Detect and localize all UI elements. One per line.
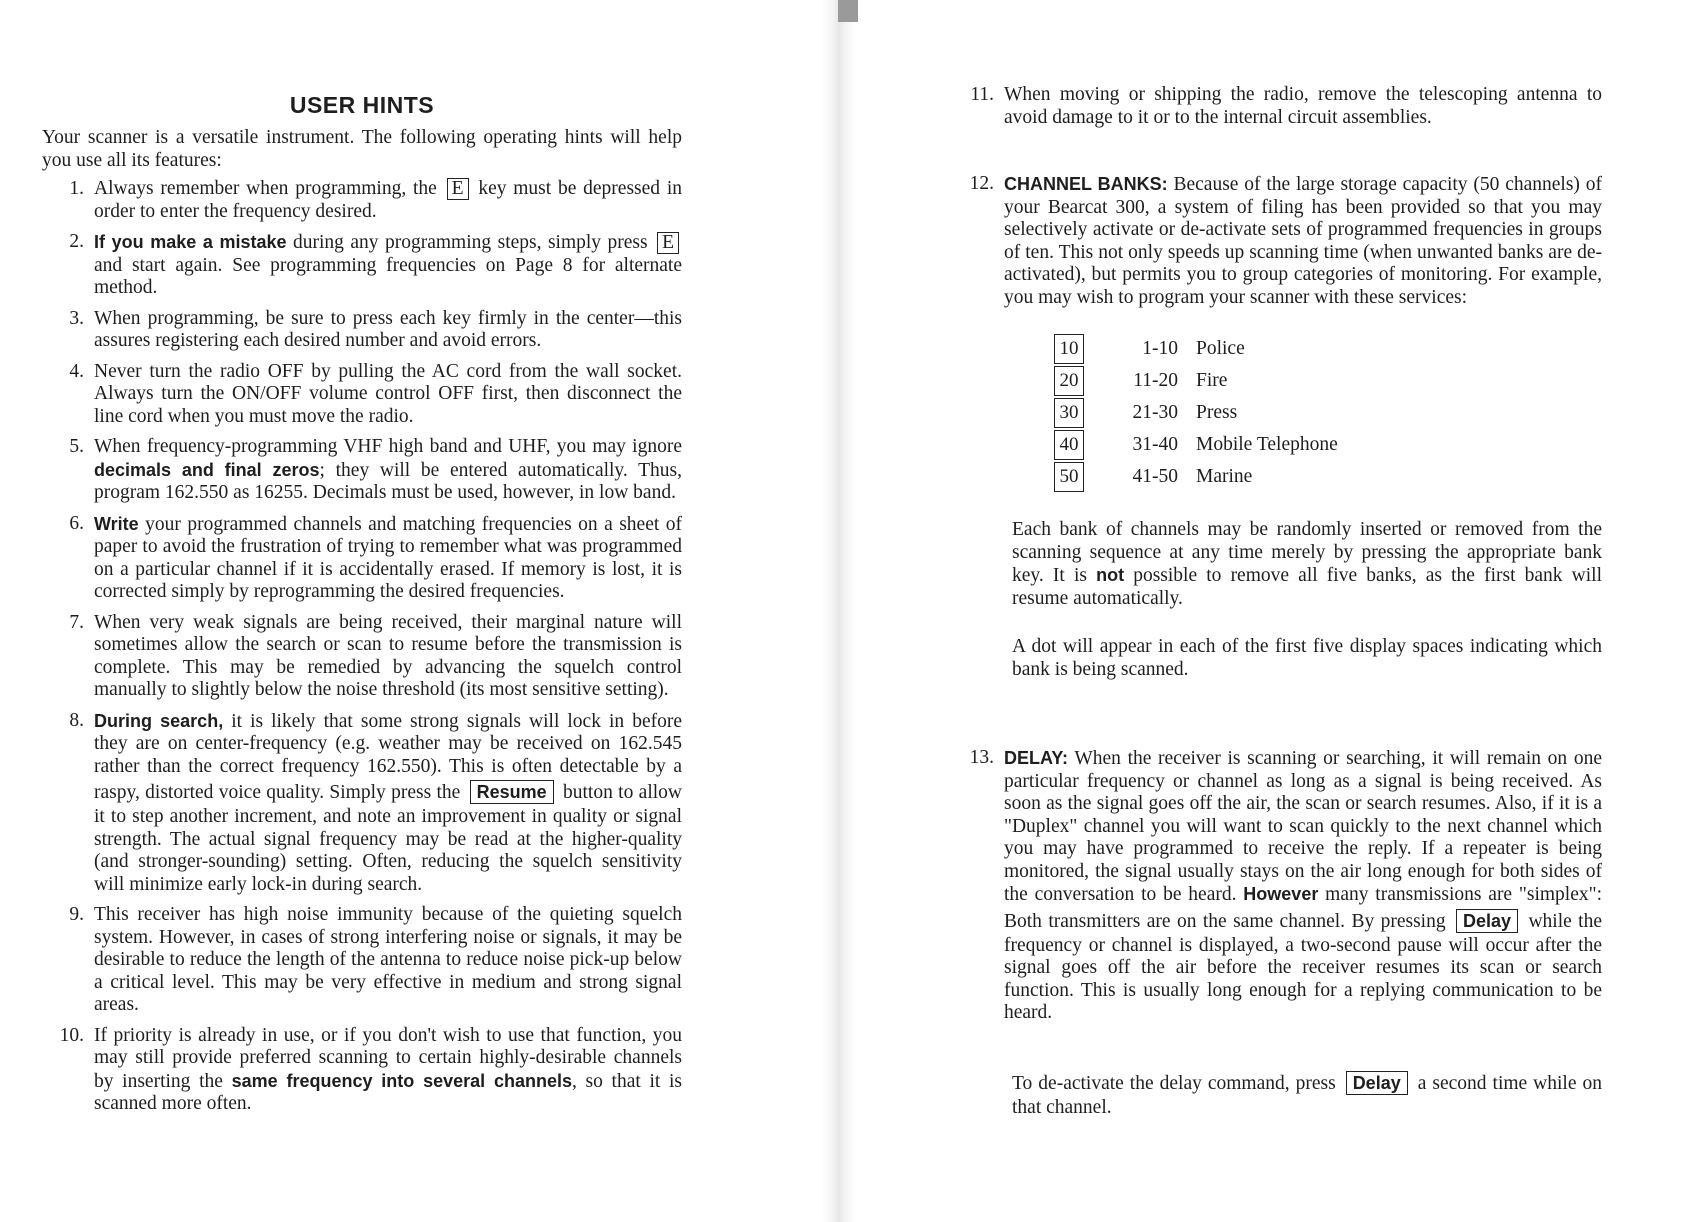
hint-10: [42, 1025, 682, 1116]
bank-range: 31-40: [1132, 434, 1178, 455]
bank-label: Marine: [1196, 466, 1253, 487]
hint-text: CHANNEL BANKS: Because of the large storage capacity (50 channels) of your Bearcat 300, a system of filing has been provided so that you may selectively activate or de-activate sets of programmed frequencies in groups of ten. This not only speeds up scanning time (when unwanted banks are de-activated), but permits you to group categories of monitoring. For example, you may wish to program your scanner with these services:: [1004, 174, 1603, 308]
hint-5: [42, 436, 682, 505]
page-gutter: [822, 0, 856, 1222]
delay-button-box: Delay: [1346, 1071, 1408, 1095]
bank-key-50: 50: [1054, 462, 1084, 492]
hint-number: 1.: [69, 178, 84, 199]
bank-label: Mobile Telephone: [1196, 434, 1338, 455]
bank-range: 11-20: [1133, 370, 1178, 391]
hint-7: [42, 612, 682, 702]
hint-6: [42, 513, 682, 604]
hint-13: [952, 747, 1602, 1025]
bank-label: Press: [1196, 402, 1238, 423]
hint-text: Always remember when programming, the E key must be depressed in order to enter the frequency desired.: [94, 178, 682, 222]
hint-number: 11.: [970, 84, 994, 105]
hint-text: When very weak signals are being received, their marginal nature will sometimes allow the search or scan to resume before the transmission is complete. This may be remedied by advancing the squelch control manually to slightly below the noise threshold (its most sensitive setting).: [94, 611, 682, 700]
bank-key-20: 20: [1054, 366, 1084, 396]
hint-number: 8.: [69, 709, 84, 731]
hint-4: [42, 361, 682, 429]
hint-text: When frequency-programming VHF high band and UHF, you may ignore decimals and final zeros; they will be entered automatically. Thus, program 162.550 as 16255. Decimals must be used, however, in low band.: [94, 436, 682, 503]
page-title: USER HINTS: [289, 92, 435, 118]
hint-number: 3.: [69, 307, 84, 329]
hint-9: [42, 904, 682, 1017]
banks-paragraph: Each bank of channels may be randomly inserted or removed from the scanning sequence at any time merely by pressing the appropriate bank key. It is not possible to remove all five banks, as the first bank will resume automatically.: [1012, 519, 1603, 609]
bank-row: [1054, 333, 1602, 365]
bank-key-40: 40: [1054, 430, 1084, 460]
key-e-box: E: [657, 232, 679, 254]
bank-row: [1054, 397, 1602, 429]
hint-3: [42, 308, 682, 353]
hint-2: [42, 231, 682, 300]
hint-text: When moving or shipping the radio, remove the telescoping antenna to avoid damage to it or to the internal circuit assemblies.: [1004, 84, 1602, 128]
hint-11: [952, 84, 1602, 129]
hint-text: DELAY: When the receiver is scanning or searching, it will remain on one particular frequency or channel as long as a signal is being received. As soon as the signal goes off the air, the scan or search resumes. Also, if it is a "Duplex" channel you will want to scan quickly to the next channel which you may have programmed to receive the reply. If a repeater is being monitored, the signal usually stays on the air long enough for both sides of the conversation to be heard. However many transmissions are "simplex": Both transmitters are on the same channel. By pressing Delay while the frequency or channel is displayed, a two-second pause will occur after the signal goes off the air before the receiver resumes its scan or search function. This is usually long enough for a replying communication to be heard.: [1004, 748, 1602, 1023]
bank-label: Police: [1196, 338, 1245, 359]
dot-paragraph: A dot will appear in each of the first five display spaces indicating which bank is being scanned.: [1012, 636, 1602, 680]
bank-key-10: 10: [1054, 334, 1084, 364]
hint-number: 10.: [59, 1024, 84, 1046]
hint-text: This receiver has high noise immunity because of the quieting squelch system. However, in cases of strong interfering noise or signals, it may be desirable to reduce the length of the antenna to reduce noise pick-up below a critical level. This may be very effective in medium and strong signal areas.: [94, 904, 682, 1015]
bank-table: [1054, 333, 1602, 493]
intro-paragraph: Your scanner is a versatile instrument. The following operating hints will help you use all its features:: [42, 127, 682, 171]
bank-key-30: 30: [1054, 398, 1084, 428]
hint-12: [952, 173, 1602, 309]
hint-number: 12.: [969, 173, 994, 194]
binding-tab: [838, 0, 858, 22]
hint-text: During search, it is likely that some strong signals will lock in before they are on center-frequency (e.g. weather may be received on 162.545 rather than the correct frequency 162.550). This is often detectable by a raspy, distorted voice quality. Simply press the Resume button to allow it to step another increment, and note an improvement in quality or signal strength. The actual signal frequency may be read at the higher-quality (and stronger-sounding) setting. Often, reducing the squelch sensitivity will minimize early lock-in during search.: [94, 710, 683, 895]
key-e-box: E: [447, 178, 469, 200]
hint-number: 4.: [69, 360, 84, 382]
hint-number: 7.: [69, 611, 84, 633]
delay-button-box: Delay: [1456, 909, 1518, 933]
bank-range: 41-50: [1132, 466, 1178, 487]
hint-text: Write your programmed channels and matching frequencies on a sheet of paper to avoid the frustration of trying to remember what was programmed on a particular channel if it is accidentally erased. If memory is lost, it is corrected simply by reprogramming the desired frequencies.: [94, 513, 682, 602]
bank-range: 1-10: [1142, 338, 1178, 359]
hint-number: 9.: [69, 904, 84, 925]
right-page: [952, 84, 1602, 1119]
hint-number: 6.: [69, 512, 84, 534]
hint-number: 5.: [69, 436, 84, 457]
hint-text: When programming, be sure to press each key firmly in the center—this assures registering each desired number and avoid errors.: [94, 307, 682, 351]
bank-row: [1054, 461, 1602, 493]
hint-8: [42, 710, 682, 897]
hint-text: If priority is already in use, or if you don't wish to use that function, you may still provide preferred scanning to certain highly-desirable channels by inserting the same frequency into several channels, so that it is scanned more often.: [94, 1024, 682, 1114]
delay-deactivate-paragraph: To de-activate the delay command, press Delay a second time while on that channel.: [1012, 1072, 1602, 1118]
hint-number: 2.: [69, 231, 84, 252]
hint-text: If you make a mistake during any programming steps, simply press E and start again. See programming frequencies on Page 8 for alternate method.: [94, 232, 682, 298]
bank-row: [1054, 365, 1602, 397]
hint-1: [42, 178, 682, 223]
hint-text: Never turn the radio OFF by pulling the AC cord from the wall socket. Always turn the ON/OFF volume control OFF first, then disconnect the line cord when you must move the radio.: [94, 360, 682, 427]
left-page: [42, 84, 682, 1124]
bank-range: 21-30: [1132, 402, 1178, 423]
bank-label: Fire: [1196, 370, 1228, 391]
resume-button-box: Resume: [470, 780, 554, 804]
hint-number: 13.: [969, 747, 994, 768]
bank-row: [1054, 429, 1602, 461]
